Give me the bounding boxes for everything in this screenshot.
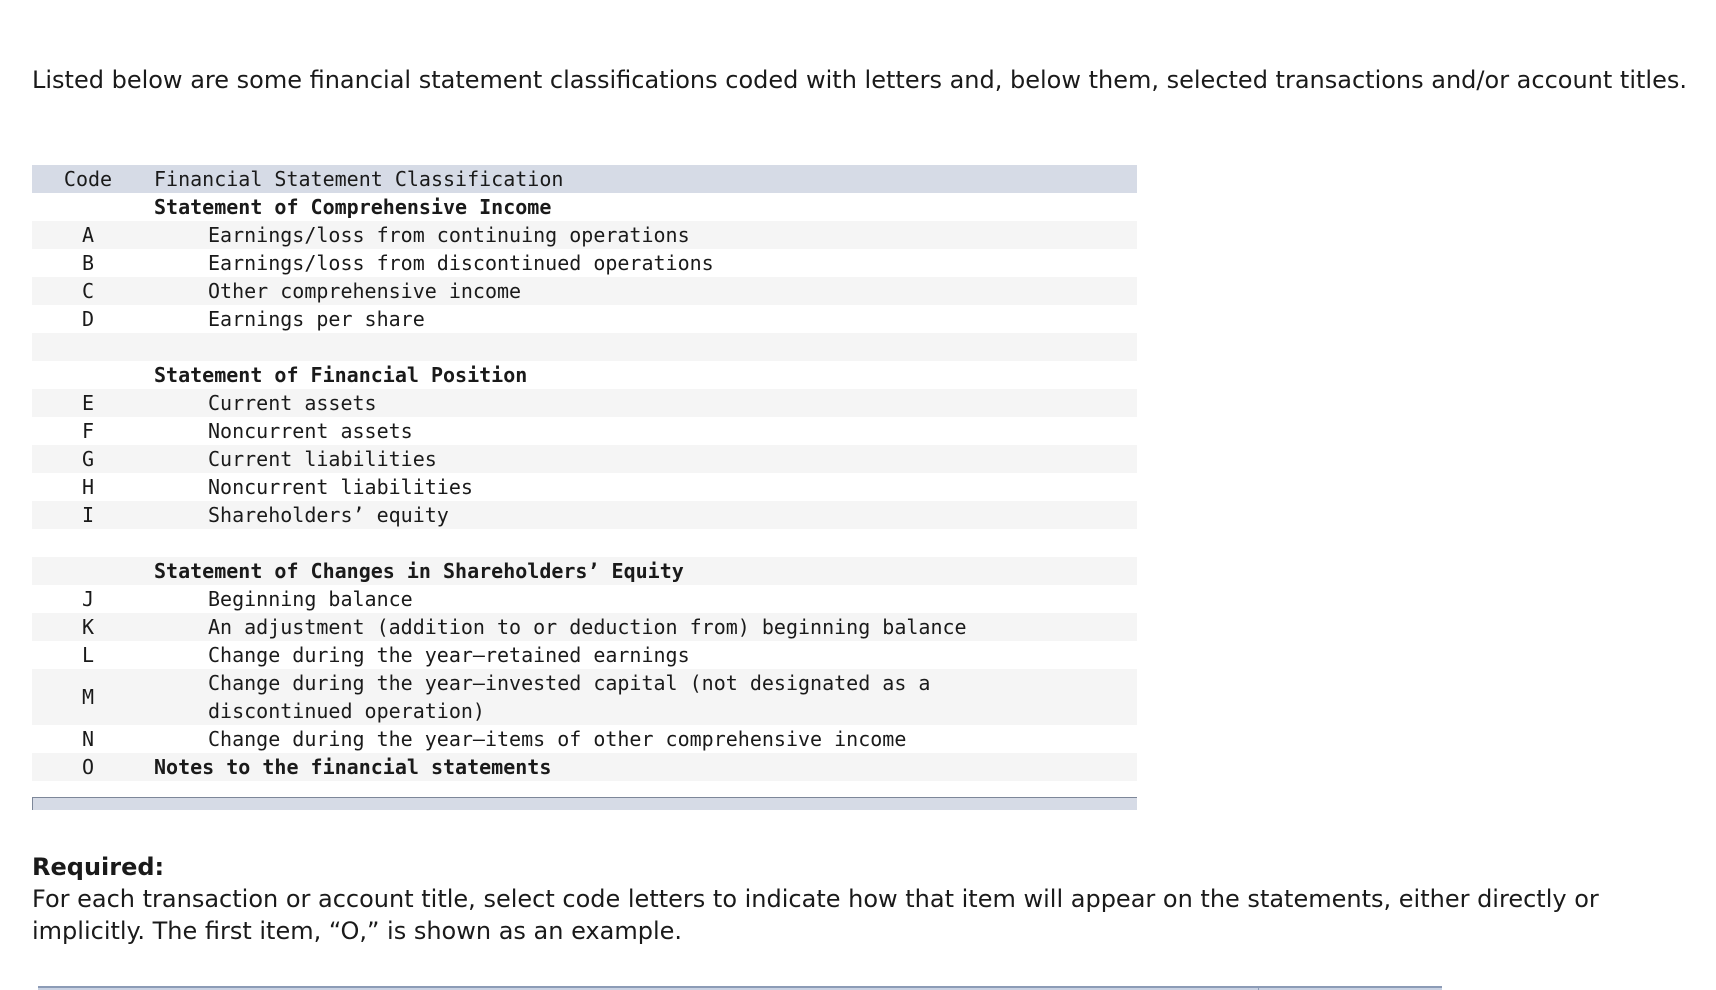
table-row [32, 613, 1137, 641]
row-label: Earnings per share [208, 307, 425, 331]
section-row [32, 193, 1137, 221]
row-label: Change during the year—retained earnings [208, 643, 690, 667]
row-code: L [81, 643, 95, 667]
required-instructions: For each transaction or account title, select code letters to indicate how that item will appear on the statements, either directly or implicitly. The first item, “O,” is shown as an example. [32, 885, 1599, 945]
row-label: Beginning balance [208, 587, 413, 611]
table-footer-bar [32, 797, 1137, 810]
row-label: Earnings/loss from continuing operations [208, 223, 690, 247]
row-code: I [81, 503, 95, 527]
answer-table-top-edge [38, 986, 1442, 990]
table-row [32, 753, 1137, 781]
row-label: Current assets [208, 391, 377, 415]
row-label: Noncurrent liabilities [208, 475, 473, 499]
answer-table-column-divider [1258, 986, 1259, 990]
row-label [154, 669, 1137, 725]
row-label: Change during the year—items of other comprehensive income [208, 727, 907, 751]
classification-table [32, 165, 1137, 781]
spacer-row [32, 529, 1137, 557]
row-code: H [81, 475, 95, 499]
row-code: B [81, 251, 95, 275]
table-row [32, 501, 1137, 529]
section-financial-position: Statement of Financial Position [154, 363, 528, 387]
row-code: E [81, 391, 95, 415]
table-row [32, 277, 1137, 305]
row-code: J [81, 587, 95, 611]
required-heading: Required: [32, 853, 165, 881]
table-row [32, 445, 1137, 473]
table-header-row [32, 165, 1137, 193]
row-code: M [81, 685, 95, 709]
row-label: Notes to the financial statements [154, 755, 552, 779]
header-classification: Financial Statement Classification [154, 167, 564, 191]
table-row [32, 249, 1137, 277]
section-comprehensive-income: Statement of Comprehensive Income [154, 195, 552, 219]
table-row [32, 641, 1137, 669]
row-label: An adjustment (addition to or deduction from) beginning balance [208, 615, 967, 639]
row-code: D [81, 307, 95, 331]
table-row [32, 669, 1137, 725]
row-code: G [81, 447, 95, 471]
table-row [32, 417, 1137, 445]
row-label-text: Change during the year—invested capital (not designated as a discontinued operation) [208, 671, 931, 723]
section-row [32, 557, 1137, 585]
header-code: Code [63, 167, 113, 191]
row-code: K [81, 615, 95, 639]
table-row [32, 725, 1137, 753]
row-code: F [81, 419, 95, 443]
table-row [32, 305, 1137, 333]
row-code: A [81, 223, 95, 247]
row-label: Noncurrent assets [208, 419, 413, 443]
row-code: N [81, 727, 95, 751]
table-row [32, 221, 1137, 249]
section-row [32, 361, 1137, 389]
table-row [32, 473, 1137, 501]
spacer-row [32, 333, 1137, 361]
table-row [32, 585, 1137, 613]
row-label: Shareholders’ equity [208, 503, 449, 527]
row-code: C [81, 279, 95, 303]
section-changes-equity: Statement of Changes in Shareholders’ Equity [154, 559, 684, 583]
intro-paragraph: Listed below are some financial statement classifications coded with letters and, below them, selected transactions and/or account titles. [32, 66, 1687, 94]
row-label: Current liabilities [208, 447, 437, 471]
table-row [32, 389, 1137, 417]
row-label: Other comprehensive income [208, 279, 522, 303]
row-label: Earnings/loss from discontinued operations [208, 251, 714, 275]
row-code: O [81, 755, 95, 779]
